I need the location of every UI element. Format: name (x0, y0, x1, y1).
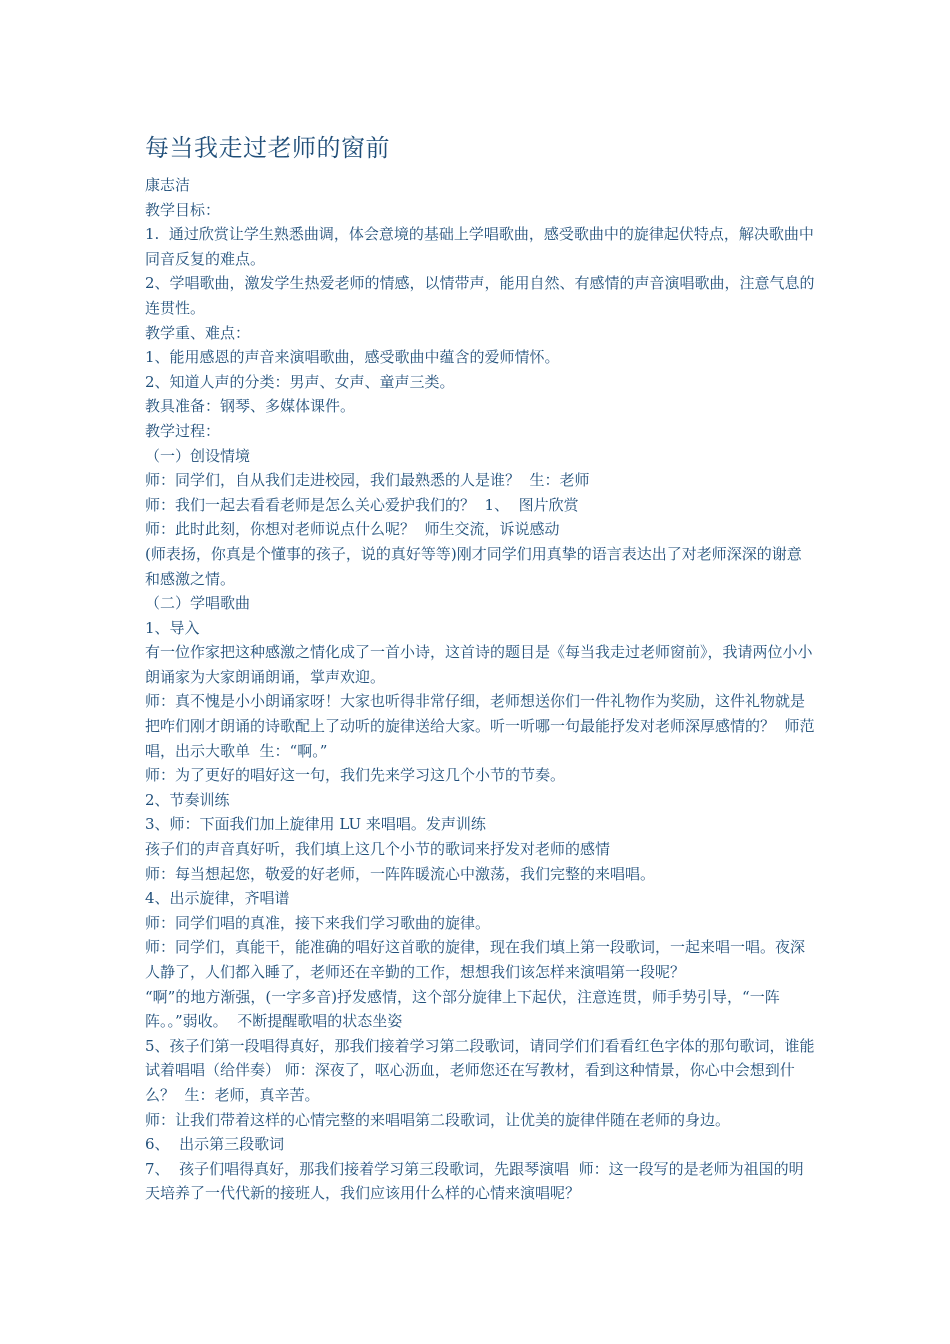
paragraph: “啊”的地方渐强，(一字多音)抒发感情，这个部分旋律上下起伏，注意连贯，师手势引导，“一阵阵。。”弱收。 不断提醒歌唱的状态坐姿 (145, 987, 780, 1031)
paragraph: 师：让我们带着这样的心情完整的来唱唱第二段歌词，让优美的旋律伴随在老师的身边。 (145, 1110, 731, 1129)
subsection-heading: （一）创设情境 (145, 446, 251, 465)
paragraph: 1. 通过欣赏让学生熟悉曲调，体会意境的基础上学唱歌曲，感受歌曲中的旋律起伏特点，解决歌曲中同音反复的难点。 (145, 225, 814, 268)
section-heading-objectives: 教学目标： (145, 200, 221, 219)
paragraph: 师：我们一起去看看老师是怎么关心爱护我们的？ 1、 图片欣赏 (145, 495, 579, 514)
paragraph: 孩子们的声音真好听，我们填上这几个小节的歌词来抒发对老师的感情 (145, 840, 611, 859)
paragraph: (师表扬，你真是个懂事的孩子，说的真好等等)刚才同学们用真挚的语言表达出了对老师深深的谢意和感激之情。 (145, 544, 802, 588)
paragraph: 师：此时此刻，你想对老师说点什么呢？ 师生交流，诉说感动 (145, 520, 560, 539)
paragraph: 1、能用感恩的声音来演唱歌曲，感受歌曲中蕴含的爱师情怀。 (145, 348, 560, 367)
paragraph: 7、 孩子们唱得真好，那我们接着学习第三段歌词，先跟琴演唱 师：这一段写的是老师为祖国的明天培养了一代代新的接班人，我们应该用什么样的心情来演唱呢？ (145, 1159, 804, 1203)
paragraph: 6、 出示第三段歌词 (145, 1135, 285, 1154)
paragraph: 有一位作家把这种感激之情化成了一首小诗，这首诗的题目是《每当我走过老师窗前》，我请两位小小朗诵家为大家朗诵朗诵，掌声欢迎。 (145, 643, 813, 686)
document-title: 每当我走过老师的窗前 (145, 134, 390, 162)
section-heading-key-points: 教学重、难点： (145, 323, 251, 342)
paragraph: 师：同学们，自从我们走进校园，我们最熟悉的人是谁？ 生：老师 (145, 471, 590, 490)
paragraph: 师：为了更好的唱好这一句，我们先来学习这几个小节的节奏。 (145, 766, 566, 785)
paragraph: 师：同学们唱的真准，接下来我们学习歌曲的旋律。 (145, 913, 491, 932)
paragraph: 教具准备：钢琴、多媒体课件。 (145, 397, 356, 416)
author-name: 康志洁 (145, 176, 191, 194)
paragraph: 5、孩子们第一段唱得真好，那我们接着学习第二段歌词，请同学们们看看红色字体的那句歌词，谁能试着唱唱（给伴奏） 师：深夜了，呕心沥血，老师您还在写教材，看到这种情景，你心中会想到什么？ 生：老师，真辛苦。 (145, 1036, 815, 1104)
paragraph: 师：同学们，真能干，能准确的唱好这首歌的旋律，现在我们填上第一段歌词，一起来唱一唱。夜深人静了，人们都入睡了，老师还在辛勤的工作，想想我们该怎样来演唱第一段呢？ (145, 938, 806, 981)
paragraph: 2、节奏训练 (145, 790, 230, 809)
paragraph: 3、师：下面我们加上旋律用 LU 来唱唱。发声训练 (145, 815, 486, 834)
paragraph: 1、导入 (145, 618, 200, 637)
paragraph: 师：每当想起您，敬爱的好老师，一阵阵暖流心中激荡，我们完整的来唱唱。 (145, 864, 656, 883)
paragraph: 2、学唱歌曲，激发学生热爱老师的情感，以情带声，能用自然、有感情的声音演唱歌曲，注意气息的连贯性。 (145, 274, 815, 317)
document-body (145, 128, 815, 1206)
paragraph: 4、出示旋律，齐唱谱 (145, 889, 290, 908)
subsection-heading: （二）学唱歌曲 (145, 594, 251, 613)
paragraph: 2、知道人声的分类：男声、女声、童声三类。 (145, 372, 455, 391)
section-heading-process: 教学过程： (145, 421, 221, 440)
paragraph: 师：真不愧是小小朗诵家呀！大家也听得非常仔细，老师想送你们一件礼物作为奖励，这件礼物就是把咋们刚才朗诵的诗歌配上了动听的旋律送给大家。听一听哪一句最能抒发对老师深厚感情的？ 师范唱，出示大歌单 生：“啊。” (145, 692, 815, 760)
